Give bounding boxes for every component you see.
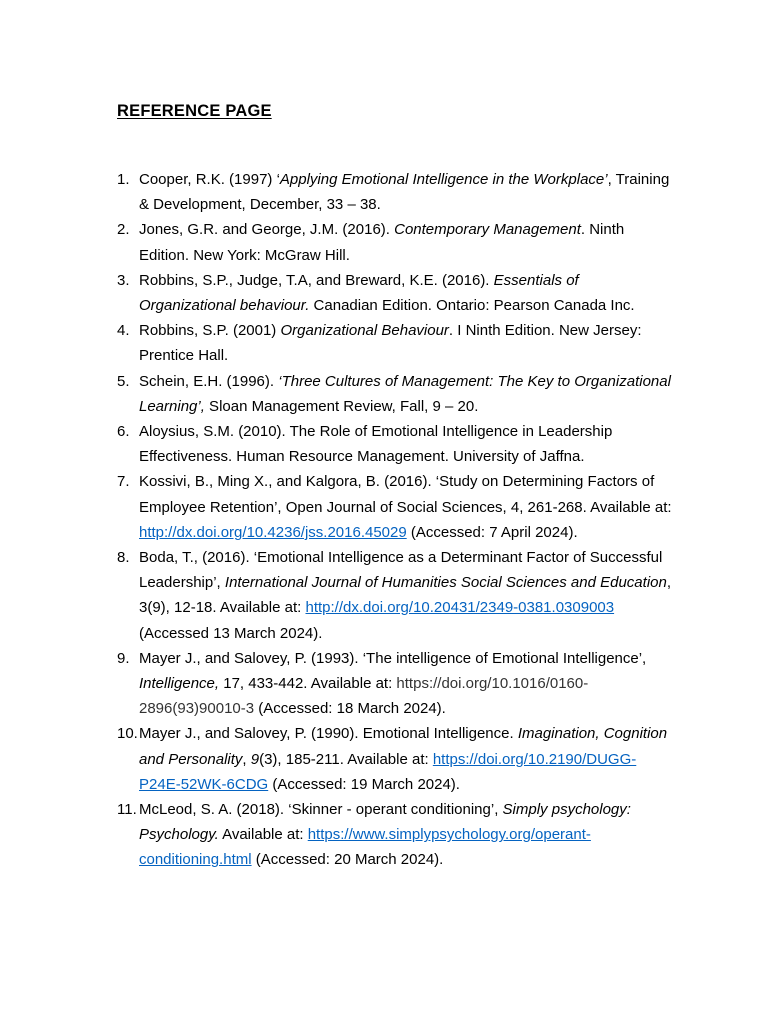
reference-text: Cooper, R.K. (1997) ‘ xyxy=(139,171,280,188)
reference-list xyxy=(117,167,677,873)
reference-item-4 xyxy=(117,318,677,368)
reference-text: Mayer J., and Salovey, P. (1990). Emotional Intelligence. xyxy=(139,725,518,743)
reference-number: 4. xyxy=(117,322,130,340)
reference-text: , 3(9), 12-18. Available at: xyxy=(139,574,672,617)
reference-number: 8. xyxy=(117,549,130,567)
reference-title: ‘Three Cultures of Management: The Key to Organizational Learning’, xyxy=(139,372,671,415)
reference-text: (Accessed 13 March 2024). xyxy=(139,624,323,642)
reference-number: 2. xyxy=(117,221,130,239)
reference-text: Aloysius, S.M. (2010). The Role of Emotional Intelligence in Leadership Effectiveness. Human Resource Management. University of Jaffna. xyxy=(139,423,613,466)
reference-link[interactable]: http://dx.doi.org/10.20431/2349-0381.0309003 xyxy=(305,599,615,617)
reference-number: 3. xyxy=(117,271,130,289)
reference-text: (Accessed: 19 March 2024). xyxy=(268,775,460,793)
reference-number: 10. xyxy=(117,725,138,743)
reference-title: Essentials of Organizational behaviour. xyxy=(139,271,579,315)
reference-item-5 xyxy=(117,369,677,419)
reference-volume: 9 xyxy=(250,750,260,768)
reference-number: 11. xyxy=(117,801,137,819)
reference-item-11 xyxy=(117,797,677,873)
reference-text: . I Ninth Edition. New Jersey: Prentice Hall. xyxy=(139,322,642,365)
reference-item-2 xyxy=(117,217,677,267)
reference-link[interactable]: http://dx.doi.org/10.4236/jss.2016.45029 xyxy=(139,523,407,541)
reference-text: Jones, G.R. and George, J.M. (2016). xyxy=(139,221,395,239)
reference-link[interactable]: https://www.simplypsychology.org/operant-conditioning.html xyxy=(139,826,591,869)
reference-text: Robbins, S.P. (2001) xyxy=(139,322,281,340)
reference-text: Canadian Edition. Ontario: Pearson Canada Inc. xyxy=(309,297,635,315)
reference-number: 1. xyxy=(117,171,130,188)
reference-item-1 xyxy=(117,167,677,217)
reference-number: 5. xyxy=(117,372,130,390)
reference-text: Schein, E.H. (1996). xyxy=(139,372,279,390)
reference-text: 17, 433-442. Available at: xyxy=(219,675,397,693)
page-title: REFERENCE PAGE xyxy=(117,102,272,120)
reference-item-9 xyxy=(117,646,677,722)
reference-item-7 xyxy=(117,469,677,545)
reference-number: 7. xyxy=(117,473,130,491)
reference-number: 9. xyxy=(117,649,130,667)
reference-item-10 xyxy=(117,721,677,797)
reference-journal: Simply psychology: Psychology. xyxy=(139,801,631,844)
reference-item-3 xyxy=(117,268,677,318)
reference-journal: Imagination, Cognition and Personality xyxy=(139,725,668,768)
reference-text: (Accessed: 7 April 2024). xyxy=(406,523,578,541)
reference-text: Sloan Management Review, Fall, 9 – 20. xyxy=(204,397,479,415)
reference-text: Boda, T., (2016). ‘Emotional Intelligence as a Determinant Factor of Successful Leadership’, xyxy=(139,549,663,592)
reference-text: , Training & Development, December, 33 – 38. xyxy=(139,171,670,214)
reference-title: Applying Emotional Intelligence in the Workplace’ xyxy=(279,171,608,188)
reference-text: Mayer J., and Salovey, P. (1993). ‘The intelligence of Emotional Intelligence’, xyxy=(139,649,647,667)
reference-journal: Intelligence, xyxy=(139,675,220,693)
reference-text: (3), 185-211. Available at: xyxy=(259,750,433,768)
reference-item-8 xyxy=(117,545,677,646)
reference-text: . Ninth Edition. New York: McGraw Hill. xyxy=(139,221,625,264)
reference-number: 6. xyxy=(117,423,130,441)
reference-text: (Accessed: 18 March 2024). xyxy=(254,700,446,718)
reference-link[interactable]: https://doi.org/10.2190/DUGG-P24E-52WK-6CDG xyxy=(139,750,637,793)
reference-text: McLeod, S. A. (2018). ‘Skinner - operant conditioning’, xyxy=(139,801,503,819)
reference-title: Contemporary Management xyxy=(394,221,581,239)
reference-item-6 xyxy=(117,419,677,469)
reference-text: Robbins, S.P., Judge, T.A, and Breward, K.E. (2016). xyxy=(139,271,494,289)
reference-journal: International Journal of Humanities Social Sciences and Education xyxy=(224,574,667,592)
reference-text: Kossivi, B., Ming X., and Kalgora, B. (2016). ‘Study on Determining Factors of Employee Retention’, Open Journal of Social Sciences, 4, 261-268. Available at: xyxy=(139,473,672,516)
reference-title: Organizational Behaviour xyxy=(280,322,449,340)
reference-text: , xyxy=(242,750,251,768)
reference-doi: https://doi.org/10.1016/0160-2896(93)90010-3 xyxy=(139,675,589,718)
reference-text: Available at: xyxy=(218,826,308,844)
reference-text: (Accessed: 20 March 2024). xyxy=(251,851,444,869)
